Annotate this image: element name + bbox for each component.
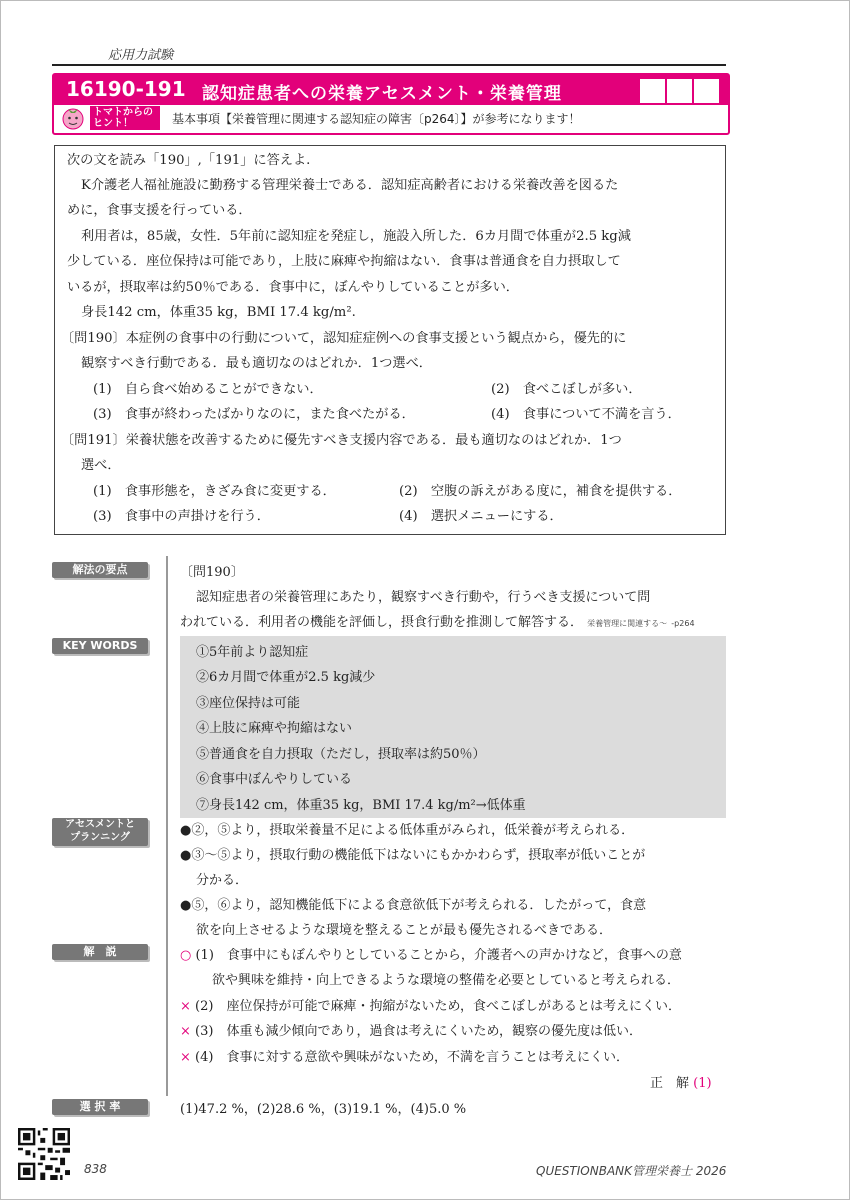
hint-badge-line2: ヒント！	[93, 118, 133, 129]
divider-line	[166, 556, 168, 1096]
explanation-text: (2) 座位保持が可能で麻痺・拘縮がないため，食べこぼしがあるとは考えにくい．	[195, 999, 681, 1014]
key-word-item: ⑦身長142 cm，体重35 kg，BMI 17.4 kg/m²→低体重	[196, 798, 526, 813]
label-assessment-line2: プランニング	[70, 832, 130, 843]
selection-rate-text: (1)47.2 %，(2)28.6 %，(3)19.1 %，(4)5.0 %	[180, 1102, 467, 1117]
explanation-text: (3) 体重も減少傾向であり，過食は考えにくいため，観察の優先度は低い．	[195, 1024, 642, 1039]
answer-value: (1)	[693, 1076, 712, 1091]
explanation-row	[180, 994, 681, 1019]
assessment-line: 欲を向上させるような環境を整えることが最も優先されるべきである．	[196, 923, 613, 938]
answer-label: 正 解	[650, 1076, 690, 1091]
answer-row	[650, 1071, 712, 1096]
question-line: K介護老人福祉施設に勤務する管理栄養士である．認知症高齢者における栄養改善を図るた	[81, 178, 619, 193]
q190-option-1[interactable]: (1) 自ら食べ始めることができない．	[93, 382, 323, 397]
q191-stem: 〔問191〕栄養状態を改善するために優先すべき支援内容である．最も適切なのはどれか．1つ	[61, 433, 622, 448]
correct-mark: ○	[180, 948, 192, 963]
incorrect-mark: ×	[180, 1024, 191, 1039]
assessment-line: ●③～⑤より，摂取行動の機能低下はないにもかかわらず，摂取率が低いことが	[180, 848, 646, 863]
incorrect-mark: ×	[180, 1050, 191, 1065]
key-points-ref-page: -p264	[671, 619, 695, 628]
header-rule	[52, 64, 726, 66]
explanation-row	[212, 968, 680, 993]
q190-stem: 〔問190〕本症例の食事中の行動について，認知症症例への食事支援という観点から，優先的に	[61, 331, 627, 346]
label-assessment-line1: アセスメントと	[65, 819, 135, 830]
question-line: 利用者は，85歳，女性．5年前に認知症を発症し，施設入所した．6カ月間で体重が2.5 kg減	[81, 229, 631, 244]
label-key-words: KEY WORDS	[52, 638, 148, 654]
question-line: めに，食事支援を行っている．	[67, 203, 252, 218]
question-box	[54, 145, 726, 535]
incorrect-mark: ×	[180, 999, 191, 1014]
assessment-line: ●②，⑤より，摂取栄養量不足による低体重がみられ，低栄養が考えられる．	[180, 823, 635, 838]
key-word-item: ④上肢に麻痺や拘縮はない	[196, 721, 353, 736]
q190-option-4[interactable]: (4) 食事について不満を言う．	[491, 407, 681, 422]
assessment-line: ●⑤，⑥より，認知機能低下による食意欲低下が考えられる．したがって，食意	[180, 898, 647, 913]
tomato-icon	[58, 103, 88, 131]
q191-option-4[interactable]: (4) 選択メニューにする．	[399, 509, 563, 524]
key-word-item: ①5年前より認知症	[196, 645, 309, 660]
q191-option-1[interactable]: (1) 食事形態を，きざみ食に変更する．	[93, 484, 336, 499]
assessment-line: 分かる．	[196, 873, 249, 888]
footer-title: QUESTIONBANK管理栄養士 2026	[536, 1164, 727, 1178]
label-assessment	[52, 818, 148, 846]
explanation-row	[180, 943, 682, 968]
q190-option-2[interactable]: (2) 食べこぼしが多い．	[491, 382, 642, 397]
explanation-text: (1) 食事中にもぼんやりとしていることから，介護者への声かけなど，食事への意	[195, 948, 682, 963]
key-word-item: ⑤普通食を自力摂取（ただし，摂取率は約50％）	[196, 747, 486, 762]
page-number: 838	[84, 1162, 107, 1176]
explanation-text: 欲や興味を維持・向上できるような環境の整備を必要としていると考えられる．	[212, 973, 681, 988]
question-line: いるが，摂取率は約50％である．食事中に，ぼんやりしていることが多い．	[67, 280, 519, 295]
title-band	[54, 75, 728, 105]
hint-badge	[90, 106, 160, 130]
key-word-item: ③座位保持は可能	[196, 696, 301, 711]
key-points-ref: 栄養管理に関連する～	[587, 619, 668, 628]
hint-text: 基本事項【栄養管理に関連する認知症の障害〔p264〕】が参考になります！	[172, 112, 581, 126]
question-line: 少している．座位保持は可能であり，上肢に麻痺や拘縮はない．食事は普通食を自力摂取して	[67, 254, 621, 269]
hint-badge-line1: トマトからの	[93, 107, 153, 118]
label-selection-rate: 選 択 率	[52, 1099, 148, 1115]
q191-option-2[interactable]: (2) 空腹の訴えがある度に，補食を提供する．	[399, 484, 682, 499]
key-points-line	[180, 610, 695, 636]
question-number: 16190-191	[66, 77, 186, 101]
qr-code-icon[interactable]	[18, 1128, 70, 1180]
q190-stem-cont: 観察すべき行動である．最も適切なのはどれか．1つ選べ．	[81, 356, 432, 371]
label-explanation: 解 説	[52, 944, 148, 960]
key-word-item: ⑥食事中ぼんやりしている	[196, 772, 353, 787]
checkbox-2[interactable]	[667, 79, 692, 103]
key-points-line2: われている．利用者の機能を評価し，摂食行動を推測して解答する．	[180, 615, 584, 630]
key-points-heading: 〔問190〕	[180, 565, 244, 580]
explanation-row	[180, 1045, 629, 1070]
key-points-line: 認知症患者の栄養管理にあたり，観察すべき行動や，行うべき支援について問	[196, 590, 651, 605]
checkbox-1[interactable]	[640, 79, 665, 103]
checkbox-3[interactable]	[694, 79, 719, 103]
q191-option-3[interactable]: (3) 食事中の声掛けを行う．	[93, 509, 270, 524]
explanation-text: (4) 食事に対する意欲や興味がないため，不満を言うことは考えにくい．	[195, 1050, 629, 1065]
q190-option-3[interactable]: (3) 食事が終わったばかりなのに，また食べたがる．	[93, 407, 415, 422]
q191-stem-cont: 選べ．	[81, 458, 121, 473]
key-word-item: ②6カ月間で体重が2.5 kg減少	[196, 670, 376, 685]
running-head: 応用力試験	[108, 48, 174, 63]
explanation-row	[180, 1019, 642, 1044]
question-intro: 次の文を読み「190」,「191」に答えよ.	[67, 153, 311, 168]
question-title: 認知症患者への栄養アセスメント・栄養管理	[202, 84, 562, 104]
title-box	[52, 73, 730, 135]
question-line: 身長142 cm，体重35 kg，BMI 17.4 kg/m².	[81, 305, 356, 320]
label-key-points: 解法の要点	[52, 562, 148, 578]
